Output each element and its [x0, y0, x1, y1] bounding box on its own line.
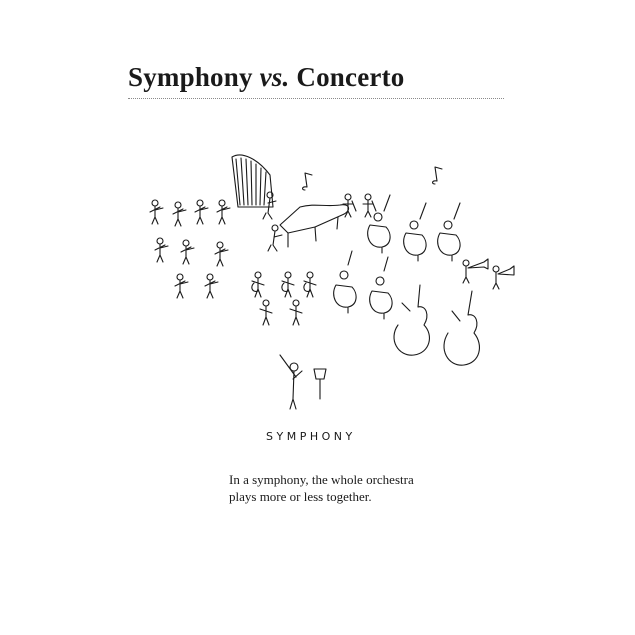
cello-section-icon: [334, 195, 460, 319]
title-concerto: Concerto: [296, 62, 405, 92]
music-note-icon: [433, 167, 442, 184]
illustration-caption: SYMPHONY: [266, 430, 356, 443]
body-line: In a symphony, the whole orchestra: [229, 472, 414, 487]
viola-section-icon: [252, 272, 316, 325]
orchestra-sketch-icon: [130, 145, 530, 415]
title-divider: [128, 98, 504, 99]
body-line: plays more or less together.: [229, 489, 372, 504]
piano-icon: [268, 205, 349, 251]
brass-section-icon: [463, 259, 514, 289]
page-title: [128, 60, 404, 94]
title-vs: vs.: [259, 62, 290, 92]
double-bass-section-icon: [394, 285, 479, 365]
wind-section-icon: [343, 194, 376, 217]
body-paragraph: [229, 471, 449, 505]
conductor-icon: [280, 355, 326, 409]
title-symphony: Symphony: [128, 62, 253, 92]
violin-section-icon: [150, 200, 230, 298]
harp-icon: [232, 155, 276, 219]
music-note-icon: [303, 173, 312, 190]
